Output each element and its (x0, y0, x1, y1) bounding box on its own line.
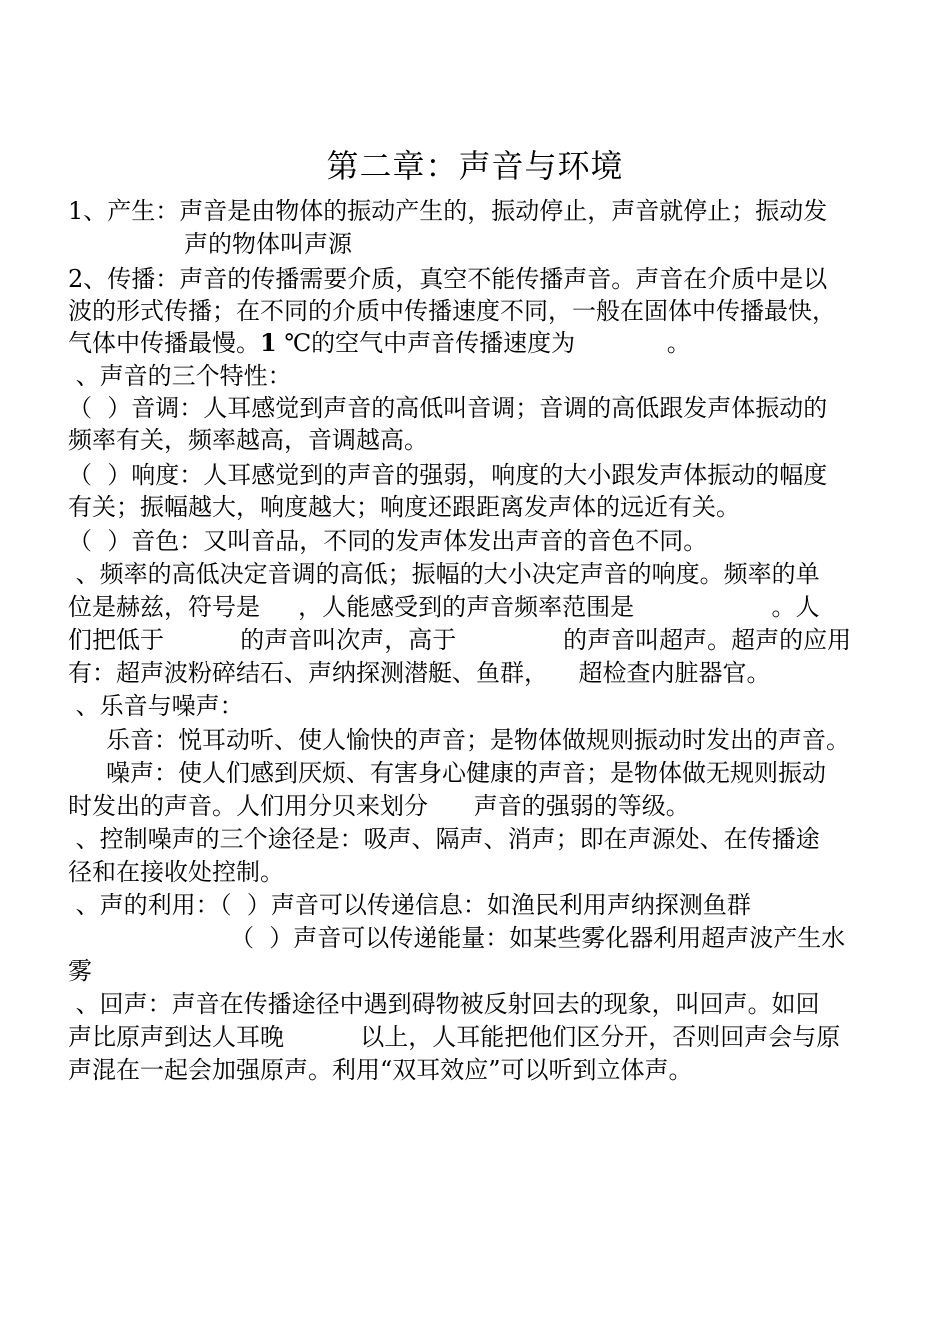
text-line: 们把低于 的声音叫次声，高于 的声音叫超声。超声的应用 (68, 626, 852, 654)
text-line: 、频率的高低决定音调的高低；振幅的大小决定声音的响度。频率的单 (68, 560, 820, 588)
section-heading: 、声音的三个特性： (68, 362, 292, 390)
text-segment: ℃的空气中声音传播速度为 。 (276, 329, 691, 357)
bold-number: 1 (260, 328, 277, 357)
text-line: 位是赫兹，符号是 ，人能感受到的声音频率范围是 。人 (68, 593, 820, 621)
text-line: （ ）音调：人耳感觉到声音的高低叫音调；音调的高低跟发声体振动的 (68, 394, 828, 422)
section-heading: 、乐音与噪声： (68, 692, 244, 720)
text-line: 声比原声到达人耳晚 以上，人耳能把他们区分开，否则回声会与原 (68, 1023, 841, 1051)
text-line: 乐音：悦耳动听、使人愉快的声音；是物体做规则振动时发出的声音。 (106, 726, 850, 754)
text-line: 、回声：声音在传播途径中遇到碍物被反射回去的现象，叫回声。如回 (68, 990, 820, 1018)
text-line: 有：超声波粉碎结石、声纳探测潜艇、鱼群， 超检查内脏器官。 (68, 659, 771, 687)
text-line (68, 328, 691, 358)
text-line: 1、产生：声音是由物体的振动产生的，振动停止，声音就停止；振动发 (68, 197, 828, 225)
text-line: 雾 (68, 957, 92, 985)
text-line: 有关；振幅越大，响度越大；响度还跟距离发声体的远近有关。 (68, 493, 740, 521)
text-line: 声的物体叫声源 (184, 230, 352, 258)
text-line: 声混在一起会加强原声。利用“双耳效应”可以听到立体声。 (68, 1056, 693, 1084)
text-line: 、控制噪声的三个途径是：吸声、隔声、消声；即在声源处、在传播途 (68, 825, 820, 853)
text-line: 时发出的声音。人们用分贝来划分 声音的强弱的等级。 (68, 792, 690, 820)
text-segment: 气体中传播最慢。 (68, 329, 260, 357)
text-line: 2、传播：声音的传播需要介质，真空不能传播声音。声音在介质中是以 (68, 265, 828, 293)
page-title: 第二章：声音与环境 (326, 147, 624, 185)
text-line: （ ）声音可以传递能量：如某些雾化器利用超声波产生水 (230, 924, 846, 952)
text-line: 频率有关，频率越高，音调越高。 (68, 426, 428, 454)
text-line: 噪声：使人们感到厌烦、有害身心健康的声音；是物体做无规则振动 (106, 759, 826, 787)
text-line: 、声的利用：（ ）声音可以传递信息：如渔民利用声纳探测鱼群 (68, 891, 751, 919)
text-line: 波的形式传播；在不同的介质中传播速度不同，一般在固体中传播最快， (68, 297, 836, 325)
text-line: 径和在接收处控制。 (68, 858, 284, 886)
text-line: （ ）音色：又叫音品，不同的发声体发出声音的音色不同。 (68, 527, 708, 555)
text-line: （ ）响度：人耳感觉到的声音的强弱，响度的大小跟发声体振动的幅度 (68, 461, 828, 489)
